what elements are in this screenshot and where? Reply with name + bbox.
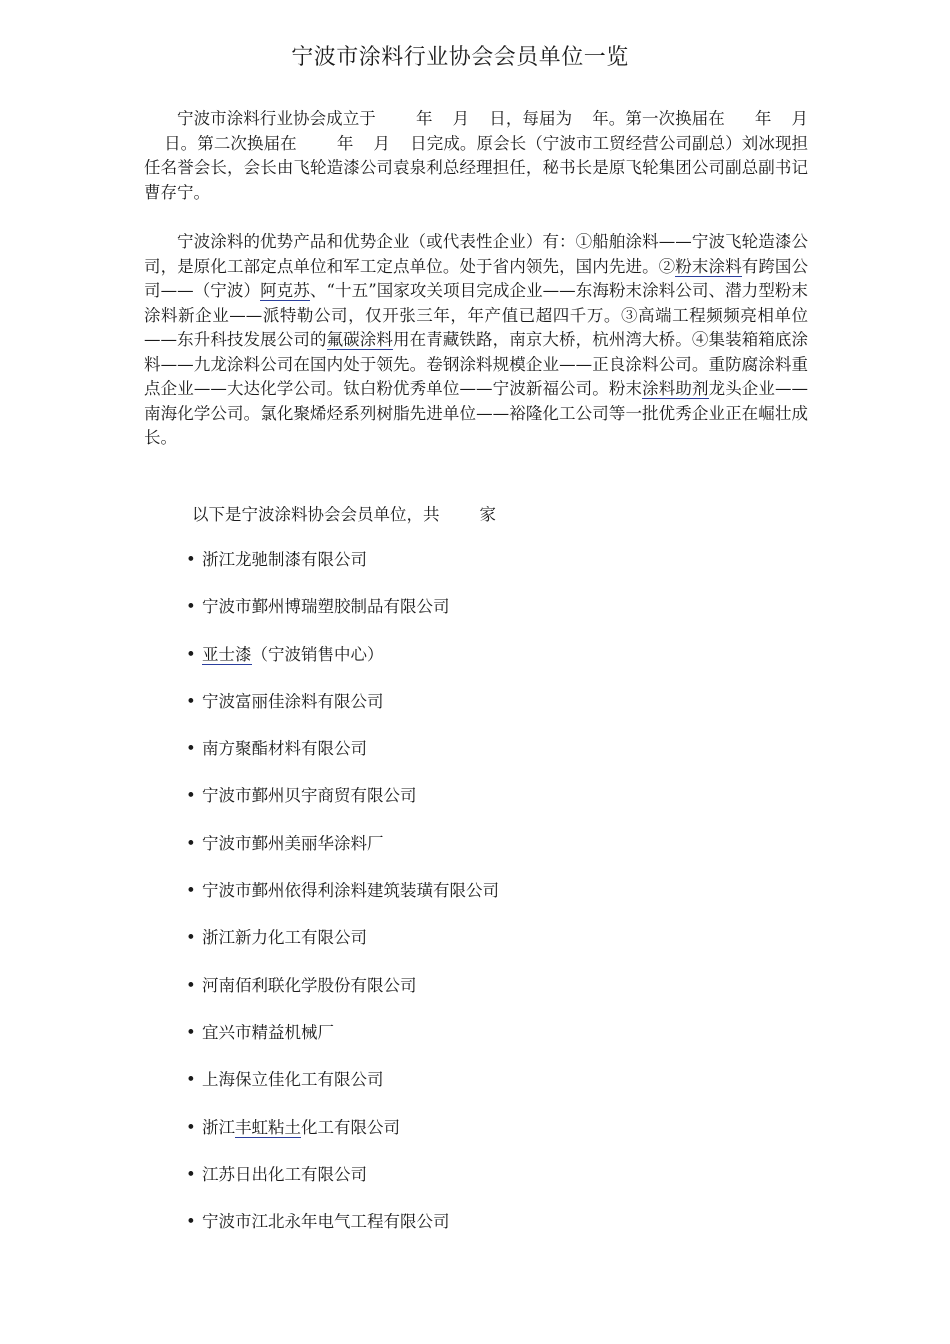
powder-coating-link[interactable]: 粉末涂料: [675, 256, 742, 276]
akzo-link[interactable]: 阿克苏: [260, 281, 310, 300]
page-title: 宁波市涂料行业协会会员单位一览: [291, 45, 629, 70]
member-name-link[interactable]: 亚士漆: [202, 644, 252, 664]
member-name: 上海保立佳化工有限公司: [202, 1070, 384, 1090]
bullet-icon: •: [186, 1212, 196, 1232]
advantage-products-paragraph: 宁波涂料的优势产品和优势企业（或代表性企业）有：①船舶涂料——宁波飞轮造漆公司，是原化工部定点单位和军工定点单位。处于省内领先，国内先进。②粉末涂料有跨国公司——（宁波）阿克苏、“十五”国家攻关项目完成企业——东海粉末涂料公司、潜力型粉末涂料新企业——派特勒公司，仅开张三年，年产值已超四千万。③高端工程频频亮相单位——东升科技发展公司的氟碳涂料用在青藏铁路，南京大桥，杭州湾大桥。④集装箱箱底涂料——九龙涂料公司在国内处于领先。卷钢涂料规模企业——正良涂料公司。重防腐涂料重点企业——大达化学公司。钛白粉优秀单位——宁波新福公司。粉末涂料助剂龙头企业——南海化学公司。氯化聚烯烃系列树脂先进单位——裕隆化工公司等一批优秀企业正在崛壮成长。: [144, 232, 809, 447]
member-name-link[interactable]: 丰虹粘土: [235, 1117, 301, 1137]
member-name: 浙江龙驰制漆有限公司: [202, 550, 367, 569]
bullet-icon: •: [186, 597, 196, 617]
member-list-item: [186, 1163, 499, 1210]
member-name-suffix: 化工有限公司: [301, 1117, 400, 1137]
bullet-icon: •: [186, 833, 196, 853]
member-list-intro: 以下是宁波涂料协会会员单位，共 家: [192, 505, 496, 524]
coating-additive-link[interactable]: 涂料助剂: [642, 379, 709, 398]
member-name-suffix: （宁波销售中心）: [251, 644, 384, 664]
member-list-item: [186, 1116, 499, 1163]
member-name: 南方聚酯材料有限公司: [202, 739, 367, 759]
bullet-icon: •: [186, 928, 196, 948]
member-list-item: [186, 974, 499, 1021]
member-list-item: [186, 643, 499, 690]
member-list-item: [186, 1210, 499, 1257]
member-list-item: [186, 690, 499, 737]
member-name: 宁波市鄞州依得利涂料建筑装璜有限公司: [202, 881, 499, 901]
member-list-item: [186, 926, 499, 973]
bullet-icon: •: [186, 691, 196, 711]
member-name: 宁波市江北永年电气工程有限公司: [202, 1212, 450, 1232]
bullet-icon: •: [186, 1164, 196, 1184]
bullet-icon: •: [186, 739, 196, 759]
association-history-paragraph: 宁波市涂料行业协会成立于 年 月 日，每届为 年。第一次换届在 年 月日。第二次换届在 年 月 日完成。原会长（宁波市工贸经营公司副总）刘冰现担任名誉会长，会长由飞轮造漆公司袁泉利总经理担任，秘书长是原飞轮集团公司副总副书记曹存宁。: [144, 109, 809, 202]
member-name: 江苏日出化工有限公司: [202, 1164, 367, 1184]
member-name: 宜兴市精益机械厂: [202, 1022, 334, 1042]
bullet-icon: •: [186, 786, 196, 806]
bullet-icon: •: [186, 644, 196, 664]
bullet-icon: •: [186, 975, 196, 995]
member-list: [186, 548, 499, 1257]
member-name: 宁波市鄞州美丽华涂料厂: [202, 833, 384, 853]
bullet-icon: •: [186, 1022, 196, 1042]
member-name: 宁波市鄞州博瑞塑胶制品有限公司: [202, 597, 450, 617]
member-list-item: [186, 548, 499, 595]
member-list-item: [186, 879, 499, 926]
member-name: 浙江: [202, 1117, 235, 1137]
member-name: 宁波富丽佳涂料有限公司: [202, 691, 384, 711]
member-list-item: [186, 1068, 499, 1115]
bullet-icon: •: [186, 881, 196, 901]
bullet-icon: •: [186, 1070, 196, 1090]
member-list-item: [186, 737, 499, 784]
member-name: 宁波市鄞州贝宇商贸有限公司: [202, 786, 417, 806]
member-name: 河南佰利联化学股份有限公司: [202, 975, 417, 995]
bullet-icon: •: [186, 1117, 196, 1137]
member-list-item: [186, 784, 499, 831]
member-list-item: [186, 595, 499, 642]
member-list-item: [186, 1021, 499, 1068]
member-name: 浙江新力化工有限公司: [202, 928, 367, 948]
fluorocarbon-coating-link[interactable]: 氟碳涂料: [326, 330, 393, 349]
bullet-icon: •: [186, 550, 196, 569]
member-list-item: [186, 832, 499, 879]
